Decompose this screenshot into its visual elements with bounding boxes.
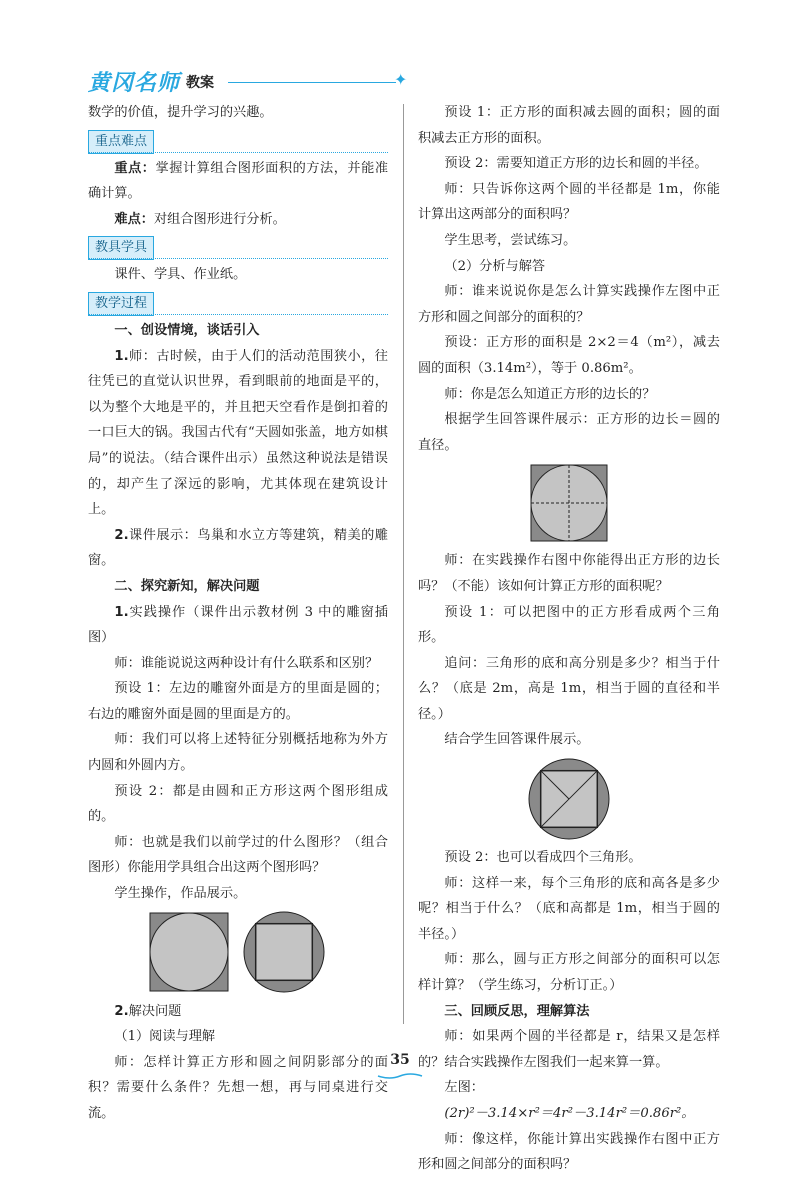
paragraph: 师：我们可以将上述特征分别概括地称为外方内圆和外圆内方。 xyxy=(88,732,388,774)
section-heading: 二、探究新知，解决问题 xyxy=(114,578,260,594)
paragraph: 师：只告诉你这两个圆的半径都是 1m，你能计算出这两部分的面积吗？ xyxy=(418,181,720,223)
paragraph: 结合学生回答课件展示。 xyxy=(444,732,590,748)
section-tag-key-points: 重点难点 xyxy=(88,130,154,154)
item-number: 1. xyxy=(114,348,129,364)
paragraph xyxy=(88,156,388,207)
label: 难点： xyxy=(114,211,154,227)
paragraph: 学生操作，作品展示。 xyxy=(114,886,247,902)
paragraph: 师：如果两个圆的半径都是 r，结果又是怎样的？结合实践操作左图我们一起来算一算。 xyxy=(418,1029,720,1070)
paragraph: 预设 1：可以把图中的正方形看成两个三角形。 xyxy=(418,604,720,646)
paragraph: （1）阅读与理解 xyxy=(114,1029,216,1045)
paragraph: 师：谁来说说你是怎么计算实践操作左图中正方形和圆之间部分的面积的？ xyxy=(418,284,720,325)
tag-rule xyxy=(88,258,388,259)
right-column xyxy=(418,100,720,1178)
sparkle-icon: ✦ xyxy=(394,70,408,89)
figure-left-circle xyxy=(150,913,228,991)
paragraph xyxy=(88,207,388,233)
paragraph xyxy=(88,523,388,574)
paragraph: 师：像这样，你能计算出实践操作右图中正方形和圆之间部分的面积吗？ xyxy=(418,1131,720,1173)
paragraph: 课件、学具、作业纸。 xyxy=(114,267,247,283)
paragraph: 师：谁能说说这两种设计有什么联系和区别？ xyxy=(114,655,379,671)
paragraph: 左图： xyxy=(444,1080,484,1096)
text: 实践操作（课件出示教材例 3 中的雕窗插图） xyxy=(88,604,388,646)
section-tag-process: 教学过程 xyxy=(88,292,154,316)
text: 掌握计算组合图形面积的方法，并能准确计算。 xyxy=(88,160,389,202)
brand-logo: 黄冈名师 xyxy=(88,71,181,96)
page-number: 35 xyxy=(390,1052,410,1068)
paragraph: 师：在实践操作右图中你能得出正方形的边长吗？（不能）该如何计算正方形的面积呢？ xyxy=(418,553,720,594)
item-number: 1. xyxy=(114,604,129,620)
paragraph: 预设：正方形的面积是 2×2＝4（m²），减去圆的面积（3.14m²），等于 0.86m²。 xyxy=(418,335,720,376)
paragraph: 师：也就是我们以前学过的什么图形？（组合图形）你能用学具组合出这两个图形吗？ xyxy=(88,834,388,876)
paragraph: 数学的价值，提升学习的兴趣。 xyxy=(88,105,273,120)
text: 师：古时候，由于人们的活动范围狭小，往往凭已的直觉认识世界，看到眼前的地面是平的，以为整个大地是平的，并且把天空看作是倒扣着的一口巨大的锅。我国古代有“天圆如张盖，地方如棋局”的说法。（结合课件出示）虽然这种说法是错误的，却产生了深远的影响，尤其体现在建筑设计上。 xyxy=(88,348,388,518)
text: 对组合图形进行分析。 xyxy=(153,211,286,227)
text: 课件展示：鸟巢和水立方等建筑，精美的雕窗。 xyxy=(88,527,388,569)
section-tag-materials: 教具学具 xyxy=(88,236,154,260)
header-rule xyxy=(228,82,396,83)
paragraph: 师：怎样计算正方形和圆之间阴影部分的面积？需要什么条件？先想一想，再与同桌进行交流。 xyxy=(88,1054,388,1121)
paragraph: 预设 1：左边的雕窗外面是方的里面是圆的；右边的雕窗外面是圆的里面是方的。 xyxy=(88,681,388,722)
left-column xyxy=(88,100,388,1127)
section-tag-wrap xyxy=(88,232,388,262)
paragraph: 预设 2：需要知道正方形的边长和圆的半径。 xyxy=(444,156,708,172)
figure-square-in-circle-triangles xyxy=(418,757,720,841)
paragraph xyxy=(88,999,388,1025)
section-tag-wrap xyxy=(88,288,388,318)
paragraph: 师：那么，圆与正方形之间部分的面积可以怎样计算？（学生练习，分析订正。） xyxy=(418,952,720,994)
tag-rule xyxy=(88,314,388,315)
figure-right-square xyxy=(256,923,313,980)
paragraph: 根据学生回答课件展示：正方形的边长＝圆的直径。 xyxy=(418,412,720,453)
figure-circle-in-square-diameter xyxy=(418,462,720,544)
column-divider xyxy=(403,104,404,1024)
paragraph: 追问：三角形的底和高分别是多少？相当于什么？（底是 2m，高是 1m，相当于圆的直径和半径。） xyxy=(418,655,720,722)
paragraph: 预设 2：也可以看成四个三角形。 xyxy=(444,850,642,866)
paragraph: 学生思考，尝试练习。 xyxy=(444,232,577,248)
item-number: 2. xyxy=(114,527,129,543)
section-heading: 三、回顾反思，理解算法 xyxy=(444,1003,590,1019)
paragraph: （2）分析与解答 xyxy=(444,258,546,274)
page-number-ornament xyxy=(376,1072,424,1080)
page-header xyxy=(88,66,408,102)
section-tag-wrap xyxy=(88,126,388,156)
paragraph: 师：这样一来，每个三角形的底和高各是多少呢？相当于什么？（底和高都是 1m，相当于圆的半径。） xyxy=(418,875,720,942)
paragraph: 预设 1：正方形的面积减去圆的面积；圆的面积减去正方形的面积。 xyxy=(418,105,720,146)
item-number: 2. xyxy=(114,1003,129,1019)
paragraph: 师：你是怎么知道正方形的边长的？ xyxy=(444,386,656,402)
header-subtitle: 教案 xyxy=(186,75,214,91)
formula: (2r)²－3.14×r²＝4r²－3.14r²＝0.86r²。 xyxy=(444,1106,695,1121)
label: 重点： xyxy=(114,160,156,176)
section-heading: 一、创设情境，谈话引入 xyxy=(114,322,260,338)
figure-square-circle-pair xyxy=(88,911,388,995)
text: 解决问题 xyxy=(128,1003,182,1019)
paragraph xyxy=(88,600,388,651)
paragraph: 预设 2：都是由圆和正方形这两个图形组成的。 xyxy=(88,783,388,825)
paragraph xyxy=(88,344,388,523)
tag-rule xyxy=(88,152,388,153)
